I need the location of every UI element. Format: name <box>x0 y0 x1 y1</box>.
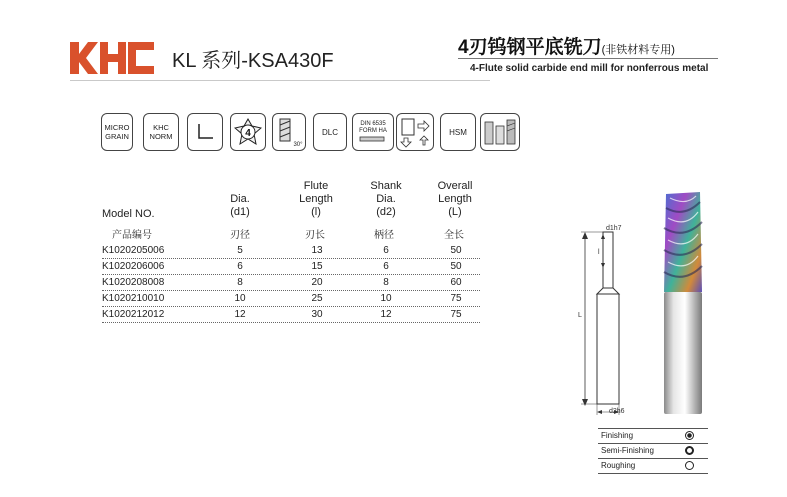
shank-dia-value: 6 <box>383 261 389 272</box>
machining-directions-badge <box>396 113 434 151</box>
model-number: K1020206006 <box>102 261 165 272</box>
right-angle-icon <box>195 122 215 142</box>
end-mill-photo <box>660 188 706 416</box>
shank-dia-header <box>364 180 408 219</box>
din-line1: DIN 6535 <box>360 121 386 127</box>
legend-finishing-label: Finishing <box>601 431 634 440</box>
shank-dia-value: 10 <box>380 293 392 304</box>
dlc-badge <box>313 113 347 151</box>
flute-length-header-line3: (l) <box>311 206 321 218</box>
table-row <box>102 307 480 323</box>
legend-semi-finishing-label: Semi-Finishing <box>601 446 654 455</box>
legend-roughing <box>598 459 708 474</box>
flute-length-header-line1: Flute <box>303 180 329 192</box>
flute-length-value: 20 <box>311 277 323 288</box>
product-title-en: 4-Flute solid carbide end mill for nonferrous metal <box>470 63 709 74</box>
hsm-badge <box>440 113 476 151</box>
model-number-header-cn: 产品编号 <box>112 230 152 241</box>
dia-header-cn: 刃径 <box>230 230 250 241</box>
model-number: K1020210010 <box>102 293 165 304</box>
flute-count: 4 <box>245 128 251 139</box>
d1-label: d1h7 <box>606 225 622 232</box>
overall-length-value: 75 <box>450 293 462 304</box>
shank-dia-value: 12 <box>380 309 392 320</box>
shank-dia-header-line1: Shank <box>370 180 402 192</box>
dia-header-line2: (d1) <box>230 206 250 218</box>
overall-length-value: 60 <box>450 277 462 288</box>
table-row <box>102 259 480 275</box>
flute-length-header <box>294 180 338 219</box>
khc-norm-badge <box>143 113 179 151</box>
model-number-header: Model NO. <box>102 208 155 220</box>
micro-grain-line1: MICRO <box>104 123 130 132</box>
directions-icon <box>398 116 432 148</box>
micro-grain-badge <box>101 113 133 151</box>
circle-icon <box>685 461 694 470</box>
flute-length-value: 25 <box>311 293 323 304</box>
overall-length-header-cn: 全长 <box>444 230 464 241</box>
helix-angle-badge <box>272 113 306 151</box>
shank-dia-header-line2: Dia. <box>376 193 396 205</box>
khc-logo <box>70 38 154 78</box>
overall-length-header <box>430 180 480 219</box>
flute-length-header-line2: Length <box>299 193 333 205</box>
title-underline <box>458 58 718 59</box>
model-number: K1020212012 <box>102 309 165 320</box>
shank-dia-value: 8 <box>383 277 389 288</box>
din-line2: FORM HA <box>359 128 387 134</box>
shank-dia-header-cn: 柄径 <box>374 230 394 241</box>
legend-semi-finishing <box>598 444 708 459</box>
din-6535-badge <box>352 113 394 151</box>
legend-roughing-label: Roughing <box>601 461 636 470</box>
flute-length-value: 30 <box>311 309 323 320</box>
dia-value: 10 <box>234 293 246 304</box>
table-row <box>102 275 480 291</box>
tool-dimension-drawing <box>575 222 645 422</box>
four-flute-icon <box>234 118 262 146</box>
flute-length-value: 13 <box>311 245 323 256</box>
model-number: K1020205006 <box>102 245 165 256</box>
legend-finishing <box>598 428 708 444</box>
flute-length-value: 15 <box>311 261 323 272</box>
micro-grain-line2: GRAIN <box>105 132 129 141</box>
helix-angle-label: 30° <box>293 142 303 148</box>
model-number: K1020208008 <box>102 277 165 288</box>
product-title-note: (非铁材料专用) <box>601 44 675 56</box>
overall-length-value: 50 <box>450 245 462 256</box>
dia-header-line1: Dia. <box>230 193 250 205</box>
flute-length-header-cn: 刃长 <box>305 230 325 241</box>
square-end-badge <box>187 113 223 151</box>
dia-value: 8 <box>237 277 243 288</box>
dia-header <box>222 193 258 219</box>
table-row <box>102 291 480 307</box>
flute-length-label: l <box>598 249 600 256</box>
overall-length-value: 75 <box>450 309 462 320</box>
overall-length-header-line2: Length <box>438 193 472 205</box>
overall-length-header-line3: (L) <box>448 206 462 218</box>
overall-length-header-line1: Overall <box>437 180 473 192</box>
khc-norm-line1: KHC <box>153 123 169 132</box>
hsm-label: HSM <box>449 127 467 137</box>
tool-types-icon <box>482 116 518 148</box>
dia-value: 6 <box>237 261 243 272</box>
application-legend <box>598 428 708 474</box>
dlc-label: DLC <box>321 127 338 137</box>
shank-dia-header-line3: (d2) <box>376 206 396 218</box>
header-divider <box>70 80 490 81</box>
khc-norm-line2: NORM <box>149 132 173 141</box>
product-title-cn <box>458 32 675 59</box>
helix-icon <box>274 116 304 148</box>
series-title: KL 系列-KSA430F <box>172 50 334 72</box>
tool-types-badge <box>480 113 520 151</box>
dia-value: 12 <box>234 309 246 320</box>
d2-label: d2h6 <box>609 408 625 415</box>
ring-icon <box>685 446 694 455</box>
dia-value: 5 <box>237 245 243 256</box>
shank-form-icon <box>359 135 387 143</box>
double-circle-icon <box>685 431 694 440</box>
table-row <box>102 243 480 259</box>
overall-length-value: 50 <box>450 261 462 272</box>
overall-length-label: L <box>578 312 582 319</box>
shank-dia-value: 6 <box>383 245 389 256</box>
product-title-main: 4刃钨钢平底铣刀 <box>458 37 602 58</box>
four-flute-badge <box>230 113 266 151</box>
